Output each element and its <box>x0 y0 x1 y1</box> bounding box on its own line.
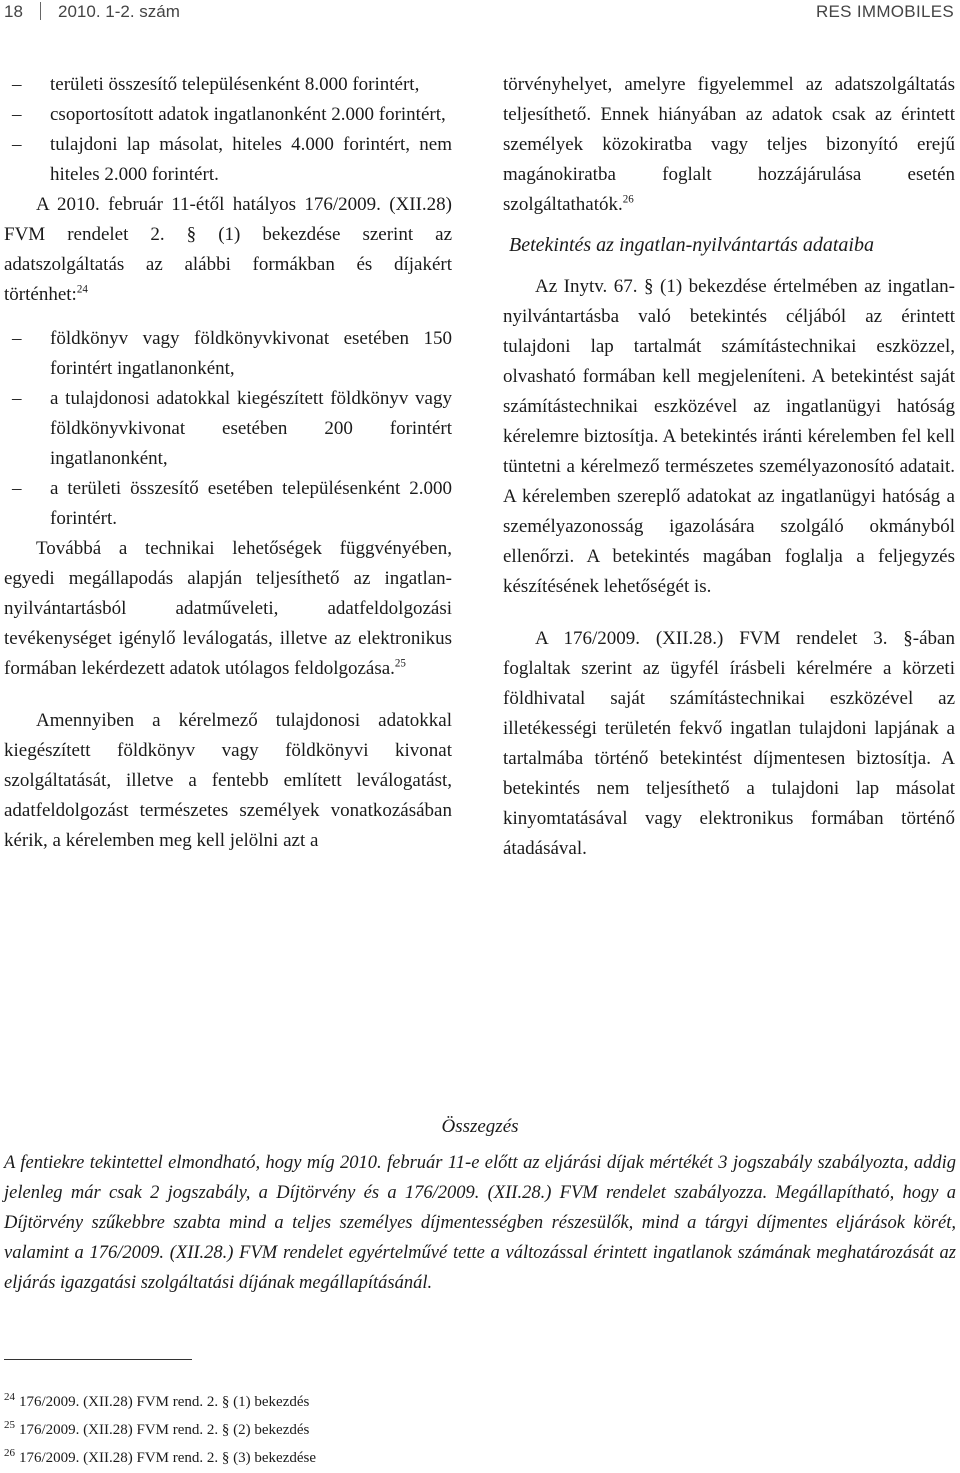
journal-title: RES IMMOBILES <box>815 2 954 21</box>
paragraph: A 2010. február 11-étől hatályos 176/2009. (XII.28) FVM rendelet 2. § (1) bekezdése szerint az adatszolgáltatás az alábbi formákban és díjakért történhet:$^{24}$ <box>4 194 452 305</box>
paragraph: Amennyiben a kérelmező tulajdonosi adatokkal kiegészített földkönyv vagy földkönyvi kivonat szolgáltatását, illetve a fentebb említett leválogatást, adatfeldolgozást természetes személyek vonatkozásában kérik, a kérelemben meg kell jelölni azt a <box>4 710 452 851</box>
footnote-ref: 24 <box>76 283 88 296</box>
footnote: $^{26}$ 176/2009. (XII.28) FVM rend. 2. § (3) bekezdése <box>4 1447 317 1466</box>
list-item: – területi összesítő településenként 8.000 forintért, <box>4 70 452 100</box>
header-divider <box>40 2 41 20</box>
footnote-ref: 26 <box>622 193 634 206</box>
list-item: – tulajdoni lap másolat, hiteles 4.000 forintért, nem hiteles 2.000 forintért. <box>4 130 452 190</box>
summary-text: A fentiekre tekintettel elmondható, hogy míg 2010. február 11-e előtt az eljárási díjak mértékét 3 jogszabály szabályozta, addig jelenleg már csak 2 jogszabály, a Díjtörvény és a 176/2009. (XII.28.) FVM rendelet szabályozza. Megállapítható, hogy a Díjtörvény szűkebbre szabta mind a teljes személyes díjmentességben részesülők, mind a tárgyi díjmentes eljárások körét, valamint a 176/2009. (XII.28.) FVM rendelet egyértelművé tette a változással érintett ingatlanok számának meghatározását az eljárás igazgatási szolgáltatási díjának megállapításánál. <box>4 1153 956 1293</box>
list-item: – a tulajdonosi adatokkal kiegészített földkönyv vagy földkönyvkivonat esetében 200 forintért ingatlanonként, <box>4 384 452 474</box>
paragraph: Az Inytv. 67. § (1) bekezdése értelmében az ingatlan-nyilvántartásba való betekintés céljából az érintett tulajdoni lap tartalmát számítástechnikai eszközzel, olvasható formában kell megjeleníteni. A betekintést saját számítástechnikai eszközével az ingatlanügyi hatóság kérelemre biztosítja. A betekintés iránti kérelemben fel kell tüntetni a kérelmező természetes személyazonosító adatait. A kérelemben szereplő adatokat az ingatlanügyi hatóság a személyazonosság igazolására szolgáló okmányból ellenőrzi. A betekintés magában foglalja a feljegyzés készítésének lehetőségét is. <box>503 276 955 597</box>
paragraph: Továbbá a technikai lehetőségek függvényében, egyedi megállapodás alapján teljesíthető az ingatlan-nyilvántartásból adatműveleti, adatfeldolgozási tevékenységet igénylő leválogatás, illetve az elektronikus formában lekérdezett adatok utólagos feldolgozása.$^{25}$ <box>4 538 452 679</box>
footnote: $^{24}$ 176/2009. (XII.28) FVM rend. 2. § (1) bekezdés <box>4 1391 310 1410</box>
list-item: – csoportosított adatok ingatlanonként 2.000 forintért, <box>4 100 452 130</box>
list-item: – a területi összesítő esetében településenként 2.000 forintért. <box>4 474 452 534</box>
section-heading: Betekintés az ingatlan-nyilvántartás adataiba <box>509 234 874 256</box>
fee-list-1 <box>4 70 452 190</box>
footnotes <box>4 1388 604 1472</box>
list-item: – földkönyv vagy földkönyvkivonat esetében 150 forintért ingatlanonként, <box>4 324 452 384</box>
summary-heading: Összegzés <box>441 1116 519 1137</box>
paragraph: törvényhelyet, amelyre figyelemmel az adatszolgáltatás teljesíthető. Ennek hiányában az adatok csak az érintett személyek közokiratba vagy teljes bizonyító erejű magánokiratba foglalt hozzájárulása esetén szolgáltathatók.$^{26}$ <box>503 74 955 215</box>
page-header <box>0 0 960 30</box>
paragraph: A 176/2009. (XII.28.) FVM rendelet 3. §-ában foglaltak szerint az ügyfél írásbeli kérelmére a körzeti földhivatal saját számítástechnikai eszközével az illetékességi területén fekvő ingatlan tulajdoni lapjának a tartalmába történő betekintést díjmentesen biztosítja. A betekintés nem teljesíthető a tulajdoni lap másolat kinyomtatásával vagy elektronikus formában történő átadásával. <box>503 628 955 859</box>
summary-section <box>4 1112 956 1298</box>
left-column <box>4 70 452 856</box>
page-number: 18 <box>4 2 23 21</box>
footnote: $^{25}$ 176/2009. (XII.28) FVM rend. 2. § (2) bekezdés <box>4 1419 310 1438</box>
footnote-divider <box>4 1359 192 1360</box>
fee-list-2 <box>4 324 452 534</box>
right-column <box>503 70 955 864</box>
footnote-ref: 25 <box>394 657 406 670</box>
issue-label: 2010. 1-2. szám <box>58 2 180 21</box>
